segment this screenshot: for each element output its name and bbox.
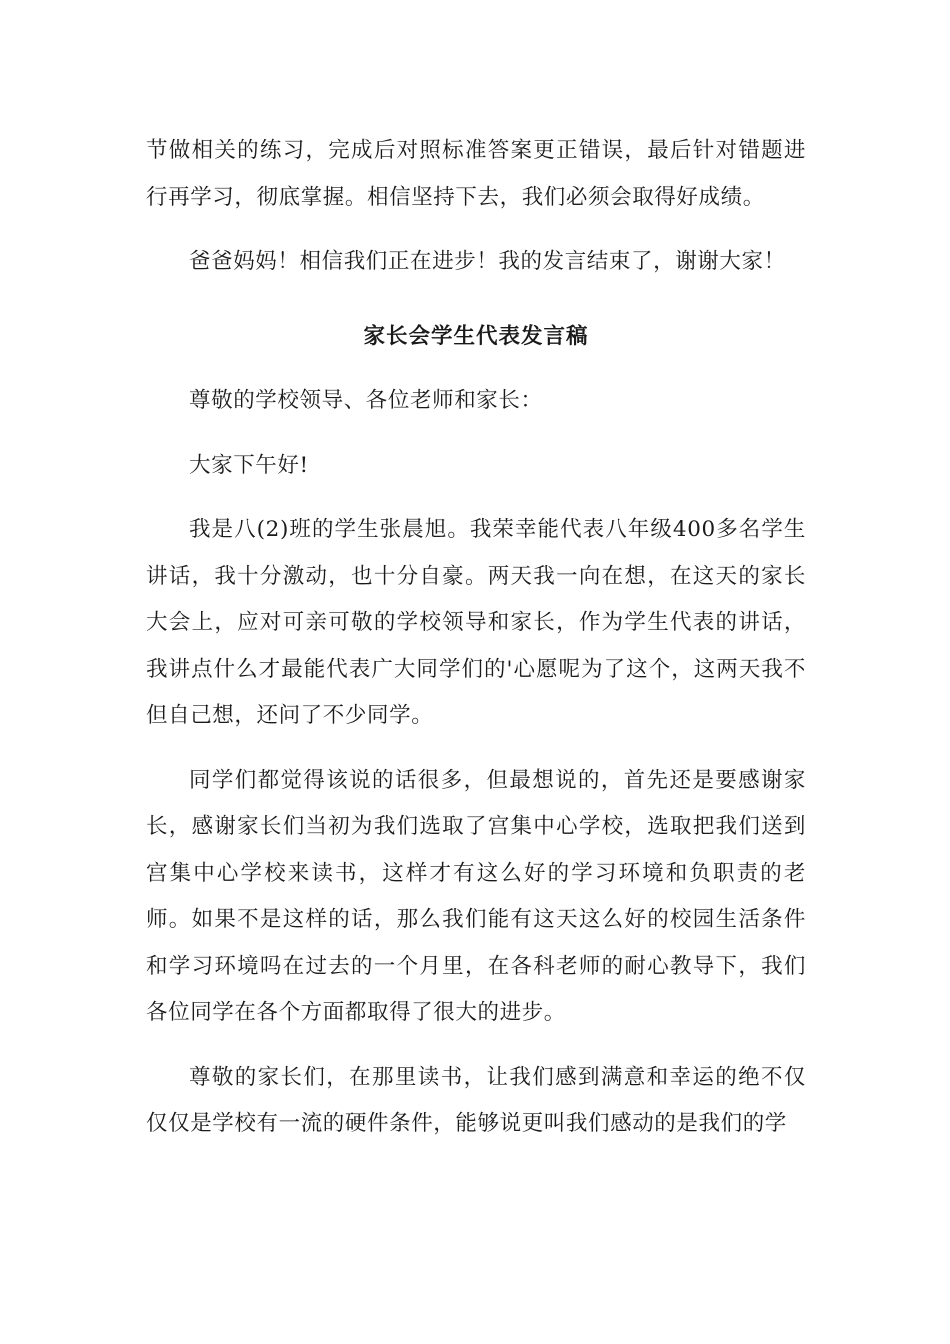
- greeting-paragraph: 大家下午好!: [189, 452, 309, 478]
- document-title: 家长会学生代表发言稿: [363, 323, 589, 349]
- body-paragraph: 我是八(2)班的学生张晨旭。我荣幸能代表八年级400多名学生讲话，我十分激动，也十分自豪。两天我一向在想，在这天的家长大会上，应对可亲可敬的学校领导和家长，作为学生代表的讲话，我讲点什么才最能代表广大同学们的'心愿呢为了这个，这两天我不但自己想，还问了不少同学。: [146, 517, 806, 728]
- body-paragraph: 尊敬的家长们，在那里读书，让我们感到满意和幸运的绝不仅仅仅是学校有一流的硬件条件，能够说更叫我们感动的是我们的学: [146, 1064, 806, 1136]
- body-paragraph: 同学们都觉得该说的话很多，但最想说的，首先还是要感谢家长，感谢家长们当初为我们选取了宫集中心学校，选取把我们送到宫集中心学校来读书，这样才有这么好的学习环境和负职责的老师。如果不是这样的话，那么我们能有这天这么好的校园生活条件和学习环境吗在过去的一个月里，在各科老师的耐心教导下，我们各位同学在各个方面都取得了很大的进步。: [146, 767, 806, 1025]
- salutation-paragraph: 尊敬的学校领导、各位老师和家长：: [189, 388, 543, 413]
- document-body: [146, 128, 806, 1166]
- continuation-paragraph: 节做相关的练习，完成后对照标准答案更正错误，最后针对错题进行再学习，彻底掌握。相信坚持下去，我们必须会取得好成绩。: [146, 138, 806, 210]
- closing-paragraph: 爸爸妈妈！相信我们正在进步！我的发言结束了，谢谢大家！: [189, 249, 786, 274]
